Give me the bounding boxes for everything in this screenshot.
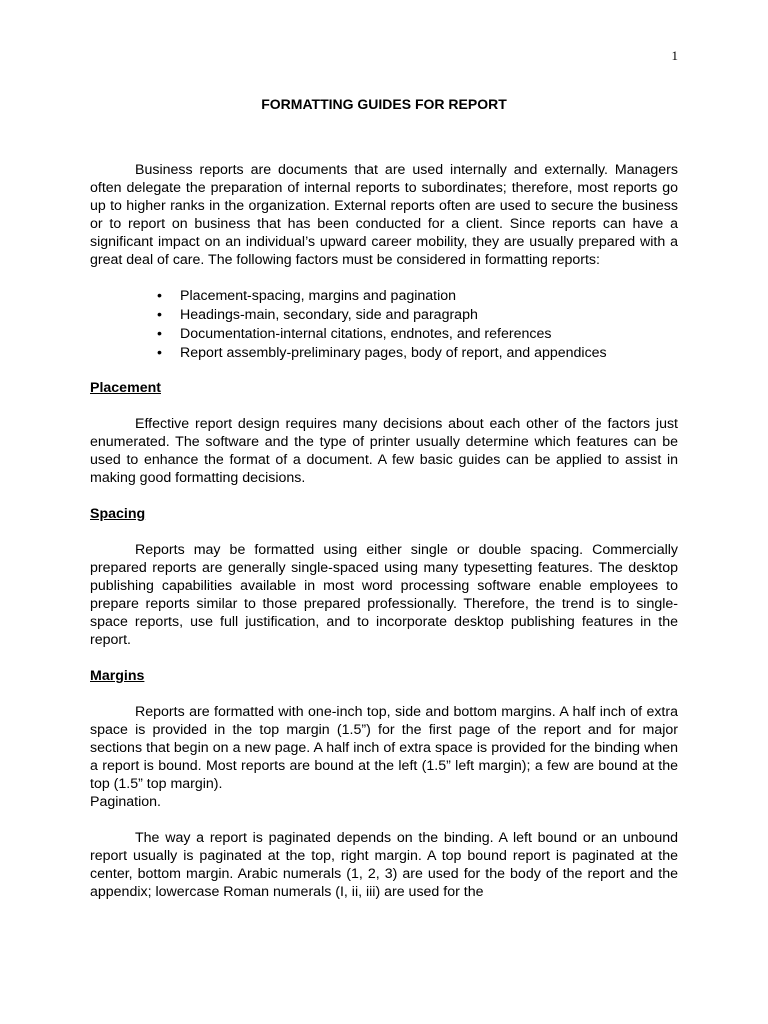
document-title: FORMATTING GUIDES FOR REPORT	[261, 96, 507, 112]
bullet-icon: •	[157, 345, 162, 361]
placement-heading: Placement	[90, 380, 161, 396]
list-item-text: Documentation-internal citations, endnotes, and references	[180, 326, 552, 342]
bullet-icon: •	[157, 307, 162, 323]
intro-paragraph: Business reports are documents that are used internally and externally. Managers often delegate the preparation of internal reports to subordinates; therefore, most reports go up to higher ranks in the organization. External reports often are used to secure the business or to report on business that has been conducted for a client. Since reports can have a significant impact on an individual’s upward career mobility, they are usually prepared with a great deal of care. The following factors must be considered in formatting reports:	[90, 162, 678, 268]
list-item-text: Placement-spacing, margins and pagination	[180, 288, 457, 304]
bullet-icon: •	[157, 288, 162, 304]
spacing-paragraph: Reports may be formatted using either single or double spacing. Commercially prepared reports are generally single-spaced using many typesetting features. The desktop publishing capabilities available in most word processing software enable employees to prepare reports similar to those prepared professionally. Therefore, the trend is to single-space reports, use full justification, and to incorporate desktop publishing features in the report.	[90, 542, 678, 648]
placement-paragraph: Effective report design requires many decisions about each other of the factors just enumerated. The software and the type of printer usually determine which features can be used to enhance the format of a document. A few basic guides can be applied to assist in making good formatting decisions.	[90, 416, 678, 486]
spacing-heading: Spacing	[90, 506, 146, 522]
list-item	[157, 344, 678, 363]
margins-paragraph: Reports are formatted with one-inch top, side and bottom margins. A half inch of extra space is provided in the top margin (1.5”) for the first page of the report and for major sections that begin on a new page. A half inch of extra space is provided for the binding when a report is bound. Most reports are bound at the left (1.5” left margin); a few are bound at the top (1.5” top margin).	[90, 704, 678, 792]
pagination-heading: Pagination.	[90, 794, 161, 810]
margins-heading: Margins	[90, 668, 145, 684]
document-body	[90, 95, 678, 919]
bullet-icon: •	[157, 326, 162, 342]
page-number: 1	[671, 48, 678, 63]
list-item-text: Report assembly-preliminary pages, body of report, and appendices	[180, 345, 607, 361]
factors-list	[90, 287, 678, 363]
list-item	[157, 287, 678, 306]
list-item-text: Headings-main, secondary, side and paragraph	[180, 307, 478, 323]
pagination-paragraph: The way a report is paginated depends on the binding. A left bound or an unbound report usually is paginated at the top, right margin. A top bound report is paginated at the center, bottom margin. Arabic numerals (1, 2, 3) are used for the body of the report and the appendix; lowercase Roman numerals (I, ii, iii) are used for the	[90, 830, 678, 900]
list-item	[157, 325, 678, 344]
list-item	[157, 306, 678, 325]
